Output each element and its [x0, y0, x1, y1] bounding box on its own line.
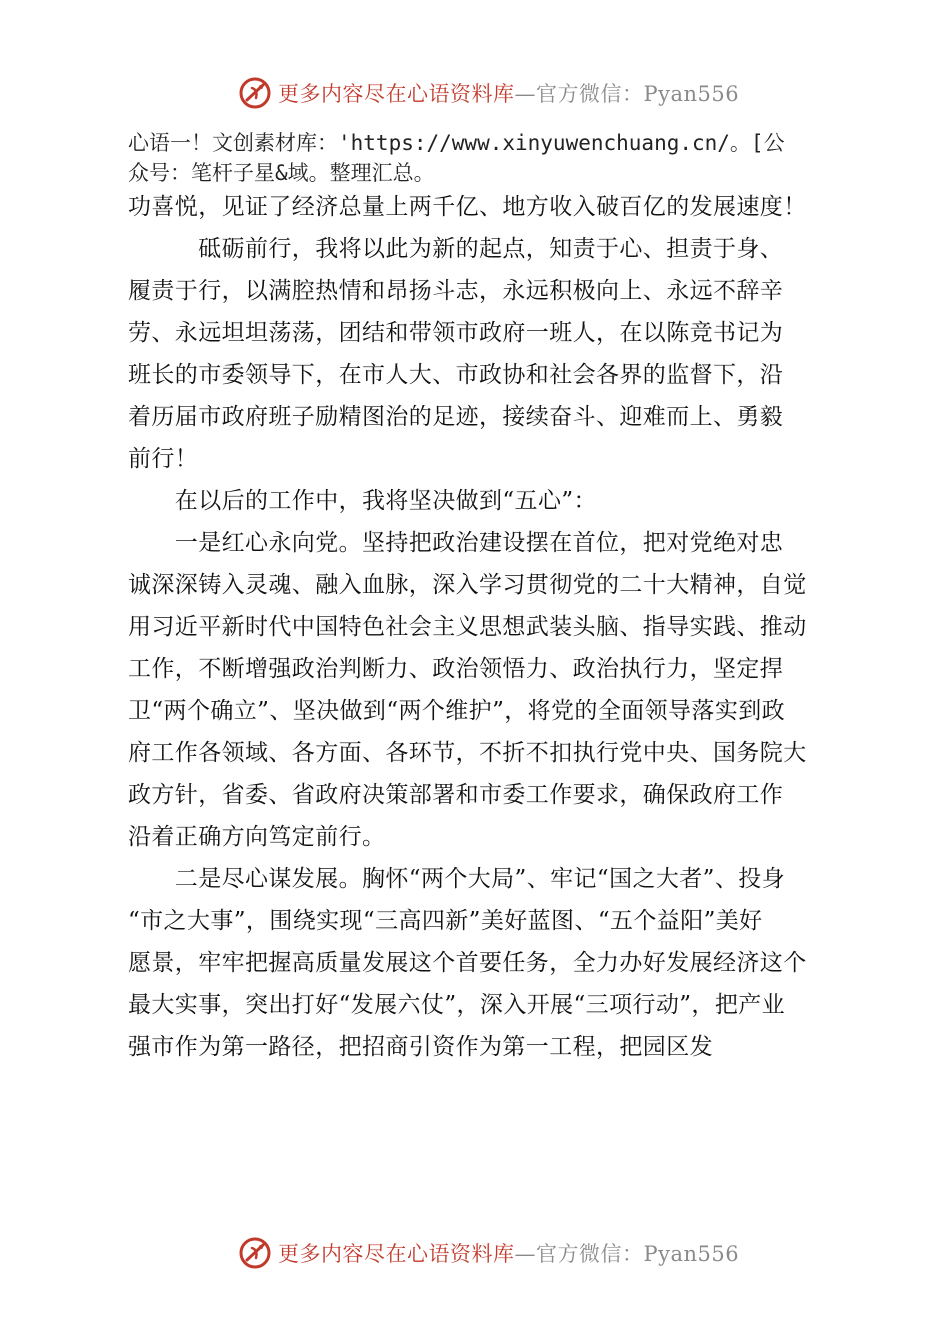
header-note-line: 心语一！文创素材库：'https://www.xinyuwenchuang.cn/。[公: [128, 131, 785, 155]
watermark-text: [278, 1238, 739, 1268]
text-line: 砥砺前行，我将以此为新的起点，知责于心、担责于身、: [128, 236, 784, 262]
text-line: 诚深深铸入灵魂、融入血脉，深入学习贯彻党的二十大精神，自觉: [128, 572, 807, 598]
text-line: 卫“两个确立”、坚决做到“两个维护”，将党的全面领导落实到政: [128, 698, 786, 724]
text-line: 愿景，牢牢把握高质量发展这个首要任务，全力办好发展经济这个: [128, 950, 807, 976]
document-body: [128, 186, 838, 1068]
watermark-banner-top: [0, 72, 950, 112]
watermark-red-text: 更多内容尽在心语资料库: [278, 1242, 515, 1266]
text-line: 在以后的工作中，我将坚决做到“五心”：: [128, 488, 597, 514]
text-line: 班长的市委领导下，在市人大、市政协和社会各界的监督下，沿: [128, 362, 784, 388]
watermark-banner-bottom: [0, 1232, 950, 1272]
watermark-gray-text: —官方微信：Pyan556: [514, 82, 740, 106]
text-line: 着历届市政府班子励精图治的足迹，接续奋斗、迎难而上、勇毅: [128, 404, 784, 430]
text-line: 沿着正确方向笃定前行。: [128, 824, 386, 850]
watermark-gray-text: —官方微信：Pyan556: [514, 1242, 740, 1266]
text-line: 劳、永远坦坦荡荡，团结和带领市政府一班人，在以陈竞书记为: [128, 320, 784, 346]
xinyu-logo-icon: [238, 76, 272, 110]
xinyu-logo-icon: [238, 1236, 272, 1270]
text-line: 前行！: [128, 446, 199, 472]
header-note-line: 众号：笔杆子星&域。整理汇总。: [128, 161, 435, 185]
text-line: 功喜悦，见证了经济总量上两千亿、地方收入破百亿的发展速度！: [128, 194, 807, 220]
text-line: 最大实事，突出打好“发展六仗”，深入开展“三项行动”，把产业: [128, 992, 786, 1018]
text-line: 政方针，省委、省政府决策部署和市委工作要求，确保政府工作: [128, 782, 784, 808]
text-line: 用习近平新时代中国特色社会主义思想武装头脑、指导实践、推动: [128, 614, 807, 640]
text-line: 一是红心永向党。坚持把政治建设摆在首位，把对党绝对忠: [128, 530, 784, 556]
watermark-red-text: 更多内容尽在心语资料库: [278, 82, 515, 106]
text-line: 府工作各领域、各方面、各环节，不折不扣执行党中央、国务院大: [128, 740, 807, 766]
text-line: 二是尽心谋发展。胸怀“两个大局”、牢记“国之大者”、投身: [128, 866, 786, 892]
text-line: 履责于行，以满腔热情和昂扬斗志，永远积极向上、永远不辞辛: [128, 278, 784, 304]
text-line: 工作，不断增强政治判断力、政治领悟力、政治执行力，坚定捍: [128, 656, 784, 682]
header-note: [128, 128, 848, 188]
text-line: 强市作为第一路径，把招商引资作为第一工程，把园区发: [128, 1034, 713, 1060]
text-line: “市之大事”，围绕实现“三高四新”美好蓝图、“五个益阳”美好: [128, 908, 763, 934]
watermark-text: [278, 78, 739, 108]
